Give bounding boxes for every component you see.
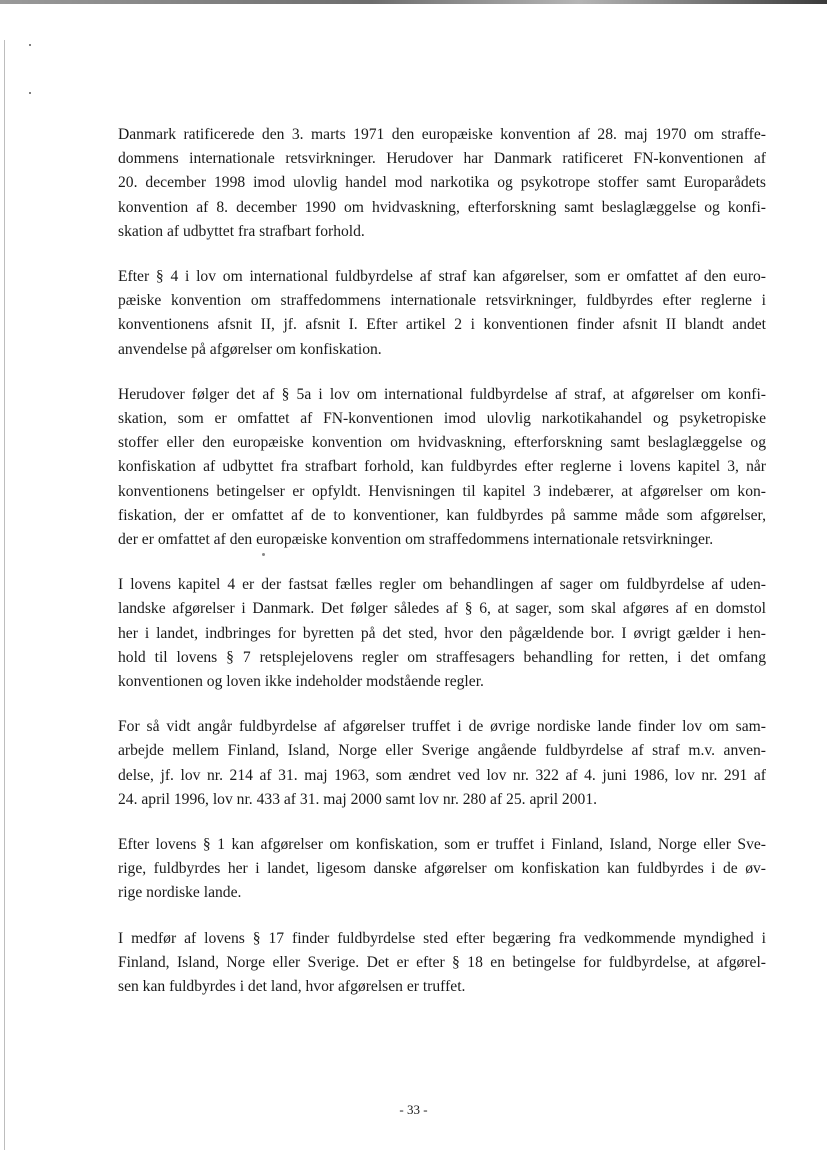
document-body	[118, 123, 766, 1020]
text-line: konventionens betingelser er opfyldt. Henvisningen til kapitel 3 indebærer, at afgørelser om kon-	[118, 482, 766, 500]
paragraph-chapter-4	[118, 573, 766, 694]
page-number: - 33 -	[399, 1102, 428, 1117]
text-line: fiskation, der er omfattet af de to konventioner, kan fuldbyrdes på samme måde som afgørelser,	[118, 506, 766, 524]
text-line: pæiske konvention om straffedommens internationale retsvirkninger, fuldbyrdes efter reglerne i	[118, 292, 766, 310]
paragraph-section-17	[118, 927, 766, 1000]
text-line: rige, fuldbyrdes her i landet, ligesom danske afgørelser om konfiskation kan fuldbyrdes i de øv-	[118, 860, 766, 878]
scan-left-edge	[4, 40, 5, 1150]
text-line: skation af udbyttet fra strafbart forhold.	[118, 222, 365, 240]
text-line: stoffer eller den europæiske konvention om hvidvaskning, efterforskning samt beslaglæggelse og	[118, 434, 766, 452]
paragraph-nordic-law	[118, 715, 766, 812]
text-line: konfiskation af udbyttet fra strafbart forhold, kan fuldbyrdes efter reglerne i lovens kapitel 3, når	[118, 458, 766, 476]
text-line: Finland, Island, Norge eller Sverige. Det er efter § 18 en betingelse for fuldbyrdelse, at afgørel-	[118, 953, 766, 971]
text-line: delse, jf. lov nr. 214 af 31. maj 1963, som ændret ved lov nr. 322 af 4. juni 1986, lov nr. 291 af	[118, 766, 766, 784]
paragraph-section-5a	[118, 383, 766, 552]
text-line: hold til lovens § 7 retsplejelovens regler om straffesagers behandling for retten, i det omfang	[118, 648, 766, 666]
paragraph-section-4	[118, 265, 766, 362]
text-line: I medfør af lovens § 17 finder fuldbyrdelse sted efter begæring fra vedkommende myndighed i	[118, 929, 766, 947]
scan-speck	[29, 92, 31, 94]
text-line: I lovens kapitel 4 er der fastsat fælles regler om behandlingen af sager om fuldbyrdelse af uden-	[118, 576, 766, 594]
text-line: skation, som er omfattet af FN-konventionen imod ulovlig narkotikahandel og psyketropiske	[118, 410, 766, 428]
scan-top-border	[0, 0, 827, 4]
text-line: For så vidt angår fuldbyrdelse af afgørelser truffet i de øvrige nordiske lande finder lov om sam-	[118, 718, 766, 736]
text-line: konventionen og loven ikke indeholder modstående regler.	[118, 673, 484, 691]
text-line: landske afgørelser i Danmark. Det følger således af § 6, at sager, som skal afgøres af en domstol	[118, 600, 766, 618]
text-line: Danmark ratificerede den 3. marts 1971 den europæiske konvention af 28. maj 1970 om straffe-	[118, 126, 766, 143]
text-line: der er omfattet af den europæiske konvention om straffedommens internationale retsvirkninger.	[118, 531, 714, 549]
text-line: Efter lovens § 1 kan afgørelser om konfiskation, som er truffet i Finland, Island, Norge eller Sve-	[118, 836, 766, 854]
text-line: her i landet, indbringes for byretten på det sted, hvor den pågældende bor. I øvrigt gælder i hen-	[118, 624, 766, 642]
paragraph-section-1	[118, 833, 766, 906]
text-line: sen kan fuldbyrdes i det land, hvor afgørelsen er truffet.	[118, 978, 466, 996]
paragraph-ratification	[118, 123, 766, 244]
text-line: Herudover følger det af § 5a i lov om international fuldbyrdelse af straf, at afgørelser om konfi-	[118, 385, 766, 403]
text-line: rige nordiske lande.	[118, 884, 242, 902]
text-line: konvention af 8. december 1990 om hvidvaskning, efterforskning samt beslaglæggelse og konfi-	[118, 198, 766, 216]
text-line: konventionens afsnit II, jf. afsnit I. Efter artikel 2 i konventionen finder afsnit II blandt andet	[118, 316, 766, 334]
scan-speck	[29, 44, 31, 46]
text-line: anvendelse på afgørelser om konfiskation.	[118, 340, 382, 358]
text-line: dommens internationale retsvirkninger. Herudover har Danmark ratificeret FN-konventionen af	[118, 150, 766, 168]
text-line: 20. december 1998 imod ulovlig handel mod narkotika og psykotrope stoffer samt Europarådets	[118, 174, 766, 192]
text-line: 24. april 1996, lov nr. 433 af 31. maj 2000 samt lov nr. 280 af 25. april 2001.	[118, 790, 598, 808]
text-line: arbejde mellem Finland, Island, Norge eller Sverige angående fuldbyrdelse af straf m.v. anven-	[118, 742, 766, 760]
text-line: Efter § 4 i lov om international fuldbyrdelse af straf kan afgørelser, som er omfattet af den euro-	[118, 268, 766, 286]
